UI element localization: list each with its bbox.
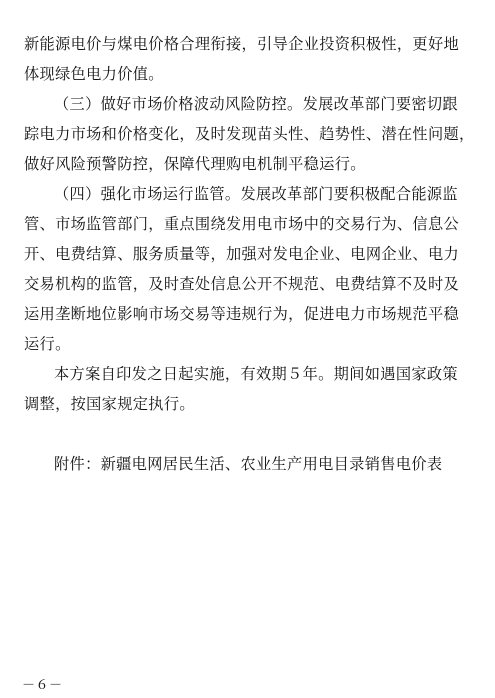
paragraph-line: 体现绿色电力价值。 bbox=[24, 65, 164, 83]
paragraph-line: 运行。 bbox=[24, 335, 71, 353]
paragraph-line: 新能源电价与煤电价格合理衔接，引导企业投资积极性，更好地 bbox=[24, 35, 460, 53]
page-number: －６－ bbox=[22, 678, 63, 693]
paragraph-line: 踪电力市场和价格变化，及时发现苗头性、趋势性、潜在性问题， bbox=[24, 125, 475, 143]
paragraph-line: 管、市场监管部门，重点围绕发用电市场中的交易行为、信息公 bbox=[24, 215, 460, 233]
paragraph-line: 交易机构的监管，及时查处信息公开不规范、电费结算不及时及 bbox=[24, 275, 460, 293]
section-three-heading-line: （三）做好市场价格波动风险防控。发展改革部门要密切跟 bbox=[54, 95, 458, 113]
paragraph-line: 做好风险预警防控，保障代理购电机制平稳运行。 bbox=[24, 155, 366, 173]
attachment-line: 附件：新疆电网居民生活、农业生产用电目录销售电价表 bbox=[54, 455, 443, 473]
paragraph-line: 开、电费结算、服务质量等，加强对发电企业、电网企业、电力 bbox=[24, 245, 460, 263]
paragraph-line: 调整，按国家规定执行。 bbox=[24, 395, 195, 413]
effective-date-line: 本方案自印发之日起实施，有效期５年。期间如遇国家政策 bbox=[54, 365, 458, 383]
paragraph-line: 运用垄断地位影响市场交易等违规行为，促进电力市场规范平稳 bbox=[24, 305, 460, 323]
section-four-heading-line: （四）强化市场运行监管。发展改革部门要积极配合能源监 bbox=[54, 185, 458, 203]
